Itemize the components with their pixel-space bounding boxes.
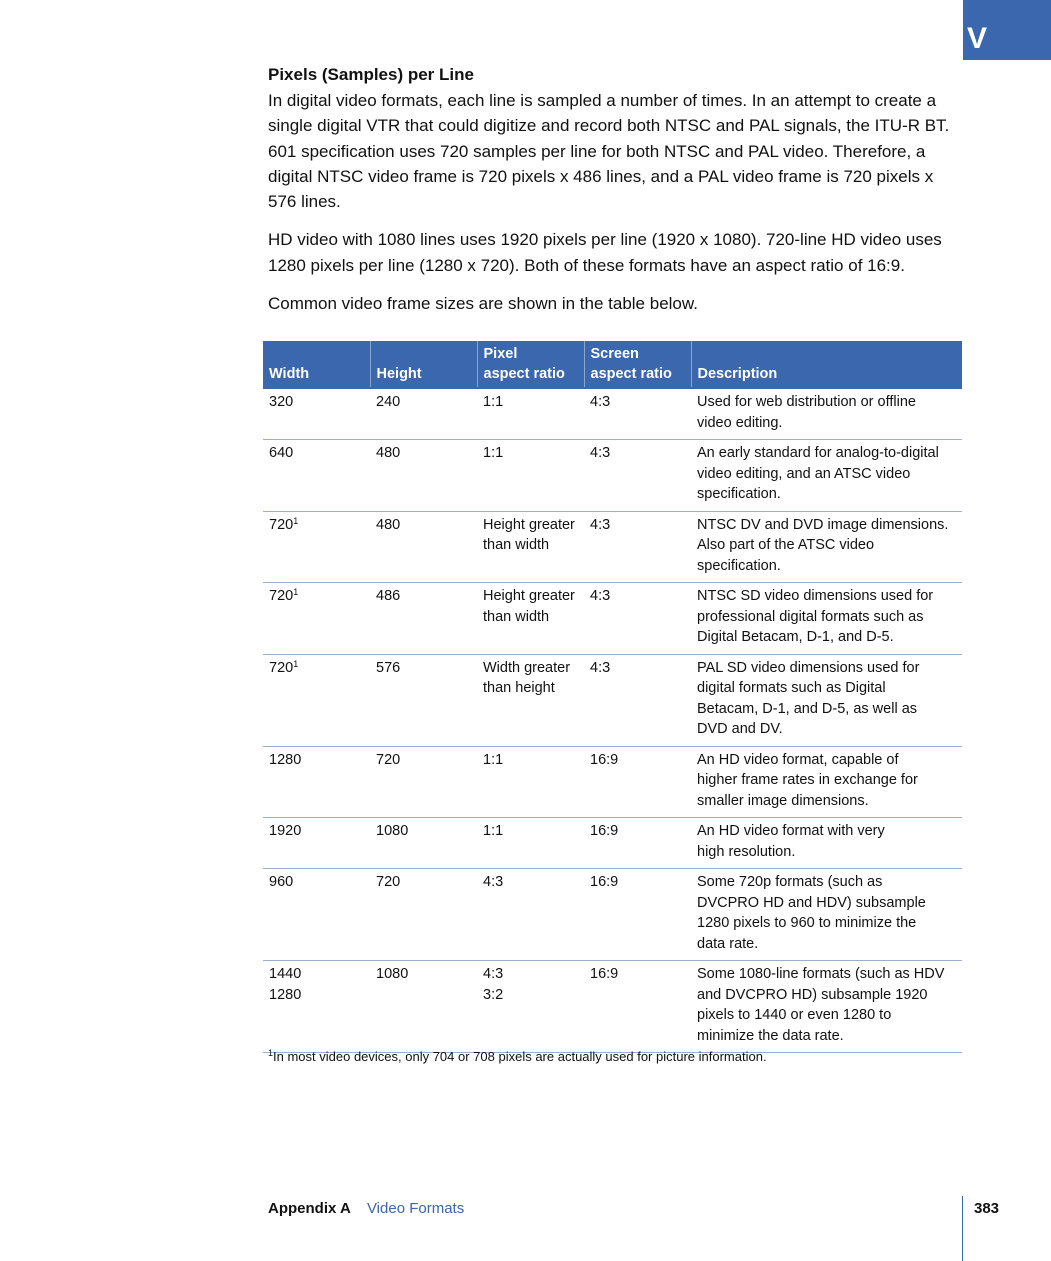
column-header-pixel-aspect: Pixel aspect ratio <box>477 341 584 388</box>
cell-pixel-aspect: Height greater than width <box>477 583 584 655</box>
cell-screen-aspect: 4:3 <box>584 654 691 746</box>
cell-screen-aspect: 16:9 <box>584 746 691 818</box>
table-body <box>263 388 962 1053</box>
chapter-tab-letter: V <box>967 22 988 55</box>
cell-screen-aspect: 16:9 <box>584 869 691 961</box>
cell-height: 576 <box>370 654 477 746</box>
cell-screen-aspect: 4:3 <box>584 388 691 440</box>
cell-pixel-aspect: 1:1 <box>477 388 584 440</box>
cell-screen-aspect: 16:9 <box>584 818 691 869</box>
cell-pixel-aspect: Height greater than width <box>477 511 584 583</box>
cell-pixel-aspect: 1:1 <box>477 440 584 512</box>
cell-height: 720 <box>370 746 477 818</box>
cell-description: PAL SD video dimensions used for digital formats such as Digital Betacam, D-1, and D-5, as well as DVD and DV. <box>691 654 962 746</box>
cell-height: 480 <box>370 511 477 583</box>
table-header-row <box>263 341 962 388</box>
cell-height: 1080 <box>370 961 477 1053</box>
cell-height: 240 <box>370 388 477 440</box>
cell-screen-aspect: 16:9 <box>584 961 691 1053</box>
page-number: 383 <box>974 1200 1000 1217</box>
table-row <box>263 388 962 440</box>
cell-width: 320 <box>263 388 370 440</box>
column-header-height: Height <box>370 341 477 388</box>
cell-description: NTSC DV and DVD image dimensions. Also part of the ATSC video specification. <box>691 511 962 583</box>
cell-pixel-aspect: 1:1 <box>477 818 584 869</box>
cell-screen-aspect: 4:3 <box>584 511 691 583</box>
column-header-screen-aspect: Screen aspect ratio <box>584 341 691 388</box>
cell-height: 720 <box>370 869 477 961</box>
footnote-ref: 1 <box>293 658 299 669</box>
cell-width: 1440 1280 <box>263 961 370 1053</box>
footer-section-link[interactable]: Video Formats <box>366 1200 465 1217</box>
cell-pixel-aspect: 4:3 3:2 <box>477 961 584 1053</box>
cell-pixel-aspect: Width greater than height <box>477 654 584 746</box>
cell-width: 1920 <box>263 818 370 869</box>
chapter-tab <box>963 0 1051 60</box>
column-header-description: Description <box>691 341 962 388</box>
footnote <box>268 1048 767 1066</box>
cell-pixel-aspect: 4:3 <box>477 869 584 961</box>
table-row <box>263 746 962 818</box>
body-text <box>268 62 962 329</box>
page-footer <box>268 1199 464 1219</box>
footnote-ref: 1 <box>293 515 299 526</box>
section-heading: Pixels (Samples) per Line <box>268 65 474 84</box>
cell-height: 486 <box>370 583 477 655</box>
cell-pixel-aspect: 1:1 <box>477 746 584 818</box>
cell-width: $720^1$ <box>263 511 370 583</box>
cell-width: 960 <box>263 869 370 961</box>
paragraph-2: HD video with 1080 lines uses 1920 pixels per line (1920 x 1080). 720-line HD video uses 1280 pixels per line (1280 x 720). Both of these formats have an aspect ratio of 16:9. <box>268 230 942 275</box>
paragraph-3: Common video frame sizes are shown in the table below. <box>268 294 698 314</box>
footnote-ref: 1 <box>293 587 299 597</box>
cell-height: 480 <box>370 440 477 512</box>
cell-description: NTSC SD video dimensions used for professional digital formats such as Digital Betacam, D-1, and D-5. <box>691 583 962 655</box>
footnote-text: In most video devices, only 704 or 708 pixels are actually used for picture information. <box>273 1049 767 1064</box>
cell-description: Some 720p formats (such as DVCPRO HD and HDV) subsample 1280 pixels to 960 to minimize the data rate. <box>691 869 962 961</box>
cell-height: 1080 <box>370 818 477 869</box>
table-row <box>263 654 962 746</box>
paragraph-1: In digital video formats, each line is sampled a number of times. In an attempt to create a single digital VTR that could digitize and record both NTSC and PAL signals, the ITU-R BT. 601 specification uses 720 samples per line for both NTSC and PAL video. Therefore, a digital NTSC video frame is 720 pixels x 486 lines, and a PAL video frame is 720 pixels x 576 lines. <box>268 91 950 212</box>
table-row <box>263 511 962 583</box>
footer-label: Appendix A <box>268 1200 351 1217</box>
cell-width: $720^1$ <box>263 583 370 655</box>
table-row <box>263 961 962 1053</box>
table-row <box>263 818 962 869</box>
table-row <box>263 869 962 961</box>
cell-screen-aspect: 4:3 <box>584 583 691 655</box>
cell-screen-aspect: 4:3 <box>584 440 691 512</box>
cell-width: $720^1$ <box>263 654 370 746</box>
cell-description: An HD video format, capable of higher frame rates in exchange for smaller image dimensions. <box>691 746 962 818</box>
cell-description: Used for web distribution or offline video editing. <box>691 388 962 440</box>
column-header-width: Width <box>263 341 370 388</box>
cell-description: An early standard for analog-to-digital video editing, and an ATSC video specification. <box>691 440 962 512</box>
table-row <box>263 440 962 512</box>
frame-size-table <box>263 341 962 1053</box>
cell-description: Some 1080-line formats (such as HDV and DVCPRO HD) subsample 1920 pixels to 1440 or even 1280 to minimize the data rate. <box>691 961 962 1053</box>
footnote-marker: 1 <box>268 1048 274 1058</box>
cell-width: 1280 <box>263 746 370 818</box>
cell-description: An HD video format with very high resolution. <box>691 818 962 869</box>
table-row <box>263 583 962 655</box>
cell-width: 640 <box>263 440 370 512</box>
footer-divider <box>962 1196 963 1261</box>
